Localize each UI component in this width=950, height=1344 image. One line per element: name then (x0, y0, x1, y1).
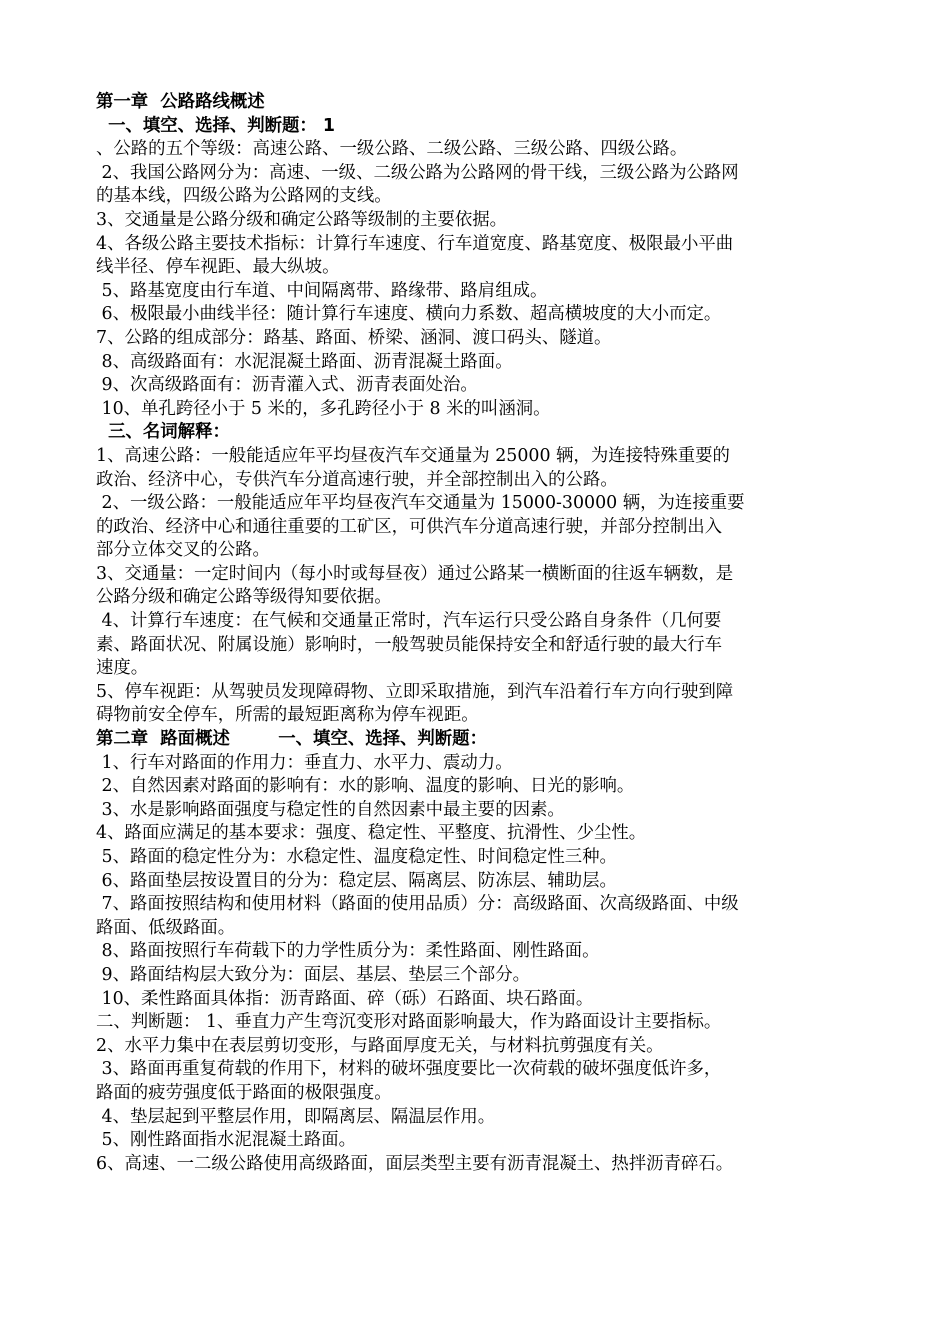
text-line: 7、路面按照结构和使用材料（路面的使用品质）分：高级路面、次高级路面、中级 (96, 894, 739, 915)
text-line: 3、交通量是公路分级和确定公路等级制的主要依据。 (96, 209, 508, 230)
text-line: 2、一级公路：一般能适应年平均昼夜汽车交通量为 15000-30000 辆，为连接重要 (96, 493, 745, 514)
text-line: 5、路面的稳定性分为：水稳定性、温度稳定性、时间稳定性三种。 (96, 847, 617, 867)
text-line: 碍物前安全停车，所需的最短距离称为停车视距。 (96, 705, 479, 726)
text-line: 4、计算行车速度：在气候和交通量正常时，汽车运行只受公路自身条件（几何要 (96, 611, 722, 632)
text-line: 9、路面结构层大致分为：面层、基层、垫层三个部分。 (96, 964, 530, 985)
text-line: 3、交通量：一定时间内（每小时或每昼夜）通过公路某一横断面的往返车辆数，是 (96, 563, 734, 584)
text-line: 速度。 (96, 658, 149, 679)
text-line: 3、水是影响路面强度与稳定性的自然因素中最主要的因素。 (96, 799, 565, 820)
text-line: 5、刚性路面指水泥混凝土路面。 (96, 1130, 357, 1151)
text-line: 8、路面按照行车荷载下的力学性质分为：柔性路面、刚性路面。 (96, 941, 600, 962)
text-line: 8、高级路面有：水泥混凝土路面、沥青混凝土路面。 (96, 351, 513, 372)
text-line: 6、路面垫层按设置目的分为：稳定层、隔离层、防冻层、辅助层。 (96, 870, 617, 891)
text-line: 素、路面状况、附属设施）影响时，一般驾驶员能保持安全和舒适行驶的最大行车 (96, 634, 723, 655)
text-line: 路面的疲劳强度低于路面的极限强度。 (96, 1082, 392, 1103)
text-line: 的基本线，四级公路为公路网的支线。 (96, 186, 392, 207)
chapter-2-title: 第二章 路面概述 一、填空、选择、判断题： (96, 729, 487, 750)
text-line: 1、行车对路面的作用力：垂直力、水平力、震动力。 (96, 752, 513, 773)
text-line: 公路分级和确定公路等级得知要依据。 (96, 587, 392, 608)
text-line: 二、判断题： 1、垂直力产生弯沉变形对路面影响最大，作为路面设计主要指标。 (96, 1012, 722, 1033)
text-line: 10、柔性路面具体指：沥青路面、碎（砾）石路面、块石路面。 (96, 988, 594, 1009)
text-line: 7、公路的组成部分：路基、路面、桥梁、涵洞、渡口码头、隧道。 (96, 327, 612, 348)
text-line: 部分立体交叉的公路。 (96, 540, 270, 561)
text-line: 10、单孔跨径小于 5 米的，多孔跨径小于 8 米的叫涵洞。 (96, 398, 551, 419)
text-line: 、公路的五个等级：高速公路、一级公路、二级公路、三级公路、四级公路。 (96, 139, 688, 160)
document-body (96, 91, 886, 1176)
text-line: 1、高速公路：一般能适应年平均昼夜汽车交通量为 25000 辆，为连接特殊重要的 (96, 445, 730, 466)
text-line: 的政治、经济中心和通往重要的工矿区，可供汽车分道高速行驶，并部分控制出入 (96, 516, 723, 537)
text-line: 6、极限最小曲线半径：随计算行车速度、横向力系数、超高横坡度的大小而定。 (96, 304, 722, 325)
chapter-1-title: 第一章 公路路线概述 (96, 92, 265, 112)
text-line: 路面、低级路面。 (96, 917, 236, 938)
text-line: 5、路基宽度由行车道、中间隔离带、路缘带、路肩组成。 (96, 280, 548, 301)
text-line: 4、路面应满足的基本要求：强度、稳定性、平整度、抗滑性、少尘性。 (96, 823, 647, 844)
text-line: 2、自然因素对路面的影响有：水的影响、温度的影响、日光的影响。 (96, 776, 635, 797)
text-line: 9、次高级路面有：沥青灌入式、沥青表面处治。 (96, 375, 478, 396)
text-line: 3、路面再重复荷载的作用下，材料的破坏强度要比一次荷载的破坏强度低许多， (96, 1059, 722, 1080)
section-heading: 三、名词解释： (96, 422, 230, 443)
section-heading: 一、填空、选择、判断题： 1 (96, 115, 335, 136)
text-line: 6、高速、一二级公路使用高级路面，面层类型主要有沥青混凝土、热拌沥青碎石。 (96, 1153, 734, 1174)
text-line: 4、各级公路主要技术指标：计算行车速度、行车道宽度、路基宽度、极限最小平曲 (96, 233, 734, 254)
text-line: 政治、经济中心，专供汽车分道高速行驶，并全部控制出入的公路。 (96, 469, 618, 490)
text-line: 4、垫层起到平整层作用，即隔离层、隔温层作用。 (96, 1106, 496, 1127)
text-line: 2、水平力集中在表层剪切变形，与路面厚度无关，与材料抗剪强度有关。 (96, 1035, 664, 1056)
text-line: 5、停车视距：从驾驶员发现障碍物、立即采取措施，到汽车沿着行车方向行驶到障 (96, 681, 734, 702)
text-line: 线半径、停车视距、最大纵坡。 (96, 257, 340, 278)
text-line: 2、我国公路网分为：高速、一级、二级公路为公路网的骨干线，三级公路为公路网 (96, 162, 739, 183)
